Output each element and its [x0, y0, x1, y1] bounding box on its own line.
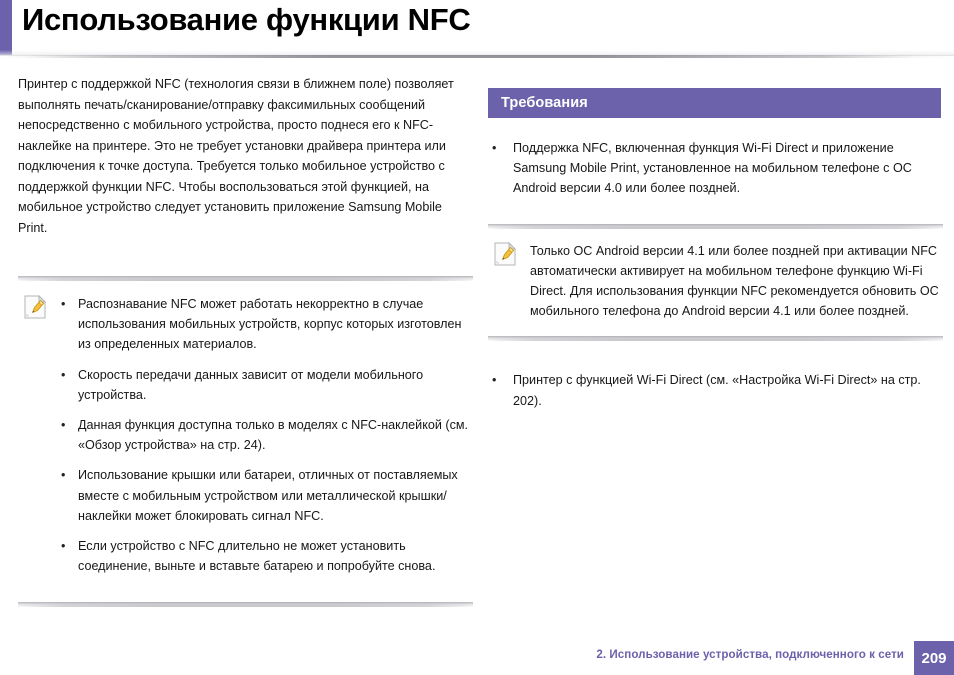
requirements-bullet-list	[488, 138, 943, 199]
bullet-glyph: •	[61, 418, 66, 433]
note-content-right	[530, 241, 943, 322]
list-item	[60, 294, 473, 355]
bullet-glyph: •	[61, 367, 66, 382]
title-rule	[0, 55, 954, 58]
bullet-glyph: •	[492, 141, 497, 155]
note-content-left	[60, 294, 473, 586]
note-box-left	[18, 262, 473, 623]
list-item	[488, 138, 943, 199]
title-accent-bar	[0, 0, 12, 55]
section-header-label: Требования	[501, 95, 588, 111]
note-top-rule	[488, 224, 943, 229]
list-item	[60, 465, 473, 526]
list-item	[60, 536, 473, 576]
note-box-right	[488, 210, 943, 358]
list-item-text: Если устройство с NFC длительно не может установить соединение, выньте и вставьте батарею и попробуйте снова.	[78, 539, 436, 574]
note-bottom-rule	[488, 336, 943, 341]
page-number-badge: 209	[914, 641, 954, 675]
right-column	[488, 88, 943, 411]
list-item-text: Использование крышки или батареи, отличных от поставляемых вместе с мобильным устройством или металлической крышки/наклейки может блокировать сигнал NFC.	[78, 468, 458, 523]
section-header-requirements	[488, 88, 941, 118]
list-item	[488, 370, 943, 410]
note-pencil-icon	[494, 242, 516, 266]
list-item-text: Поддержка NFC, включенная функция Wi-Fi Direct и приложение Samsung Mobile Print, установленное на мобильном телефоне с ОС Android версии 4.0 или более поздней.	[513, 141, 912, 196]
page-header	[0, 0, 954, 56]
requirements-bullet-list-2	[488, 370, 943, 410]
page-footer	[0, 631, 954, 675]
list-item-text: Данная функция доступна только в моделях с NFC-наклейкой (см. «Обзор устройства» на стр. 24).	[78, 418, 469, 453]
page-title: Использование функции NFC	[22, 2, 471, 37]
bullet-glyph: •	[61, 539, 66, 554]
note-bullet-list-left	[60, 294, 473, 576]
note-bottom-rule	[18, 602, 473, 607]
list-item-text: Распознавание NFC может работать некорректно в случае использования мобильных устройств, корпус которых изготовлен из определенных материалов.	[78, 297, 462, 352]
bullet-glyph: •	[492, 373, 497, 388]
list-item	[60, 415, 473, 455]
list-item	[60, 365, 473, 405]
note-top-rule	[18, 276, 473, 281]
list-item-text: Принтер с функцией Wi-Fi Direct (см. «Настройка Wi-Fi Direct» на стр. 202).	[513, 373, 921, 408]
note-text: Только ОС Android версии 4.1 или более поздней при активации NFC автоматически активирует на мобильном телефоне функцию Wi-Fi Direct. Для использования функции NFC рекомендуется обновить ОС мобильного телефона до Android версии 4.1 или более поздней.	[530, 243, 939, 319]
note-body-right	[488, 229, 943, 322]
note-body-left	[18, 281, 473, 586]
footer-chapter-label: 2. Использование устройства, подключенного к сети	[596, 648, 904, 661]
note-pencil-icon	[24, 295, 46, 319]
left-column	[18, 74, 473, 623]
list-item-text: Скорость передачи данных зависит от модели мобильного устройства.	[78, 367, 424, 402]
bullet-glyph: •	[61, 297, 66, 311]
bullet-glyph: •	[61, 468, 66, 483]
intro-paragraph: Принтер с поддержкой NFC (технология связи в ближнем поле) позволяет выполнять печать/сканирование/отправку факсимильных сообщений непосредственно с мобильного устройства, просто поднеся его к NFC-наклейке на принтере. Это не требует установки драйвера принтера или подключения к точке доступа. Требуется только мобильное устройство с поддержкой функции NFC. Чтобы воспользоваться этой функцией, на мобильное устройство следует установить приложение Samsung Mobile Print.	[18, 77, 454, 235]
